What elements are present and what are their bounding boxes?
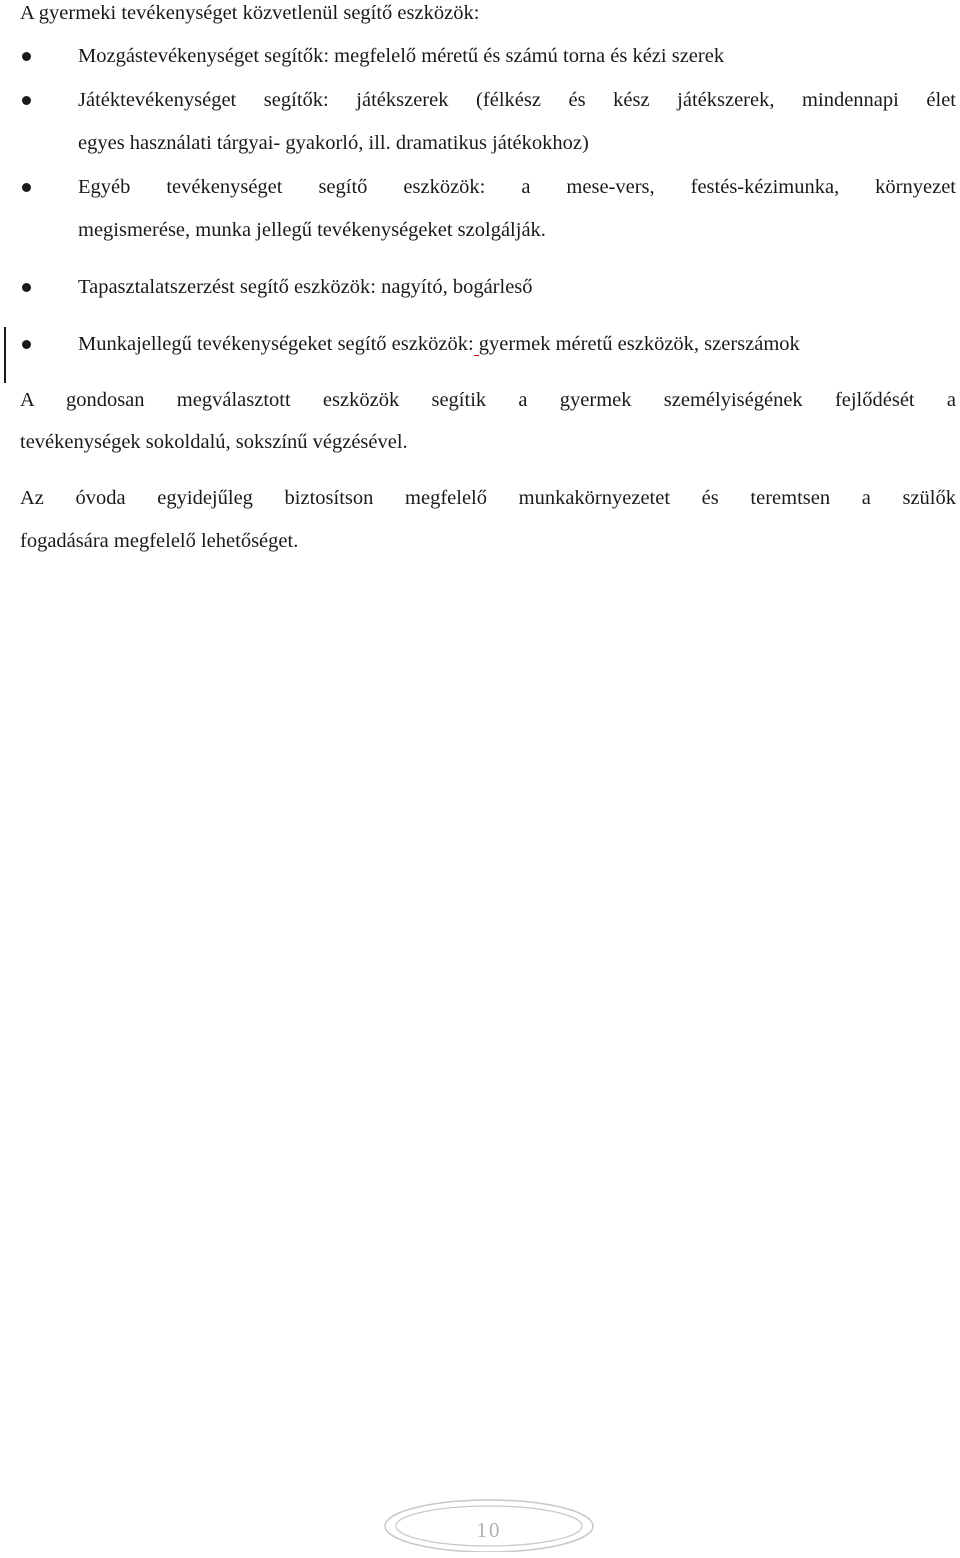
revision-change-bar bbox=[4, 327, 6, 383]
list-item bbox=[78, 331, 800, 357]
bullet-marker bbox=[22, 283, 31, 292]
list-item-text-before: Munkajellegű tevékenységeket segítő eszközök: bbox=[78, 333, 474, 355]
bullet-marker bbox=[22, 52, 31, 61]
page-number-badge bbox=[382, 1490, 596, 1552]
list-item-continuation: megismerése, munka jellegű tevékenységeket szolgálják. bbox=[78, 219, 546, 241]
list-item: Mozgástevékenységet segítők: megfelelő méretű és számú torna és kézi szerek bbox=[78, 45, 725, 67]
list-item: Játéktevékenységet segítők: játékszerek (félkész és kész játékszerek, mindennapi élet bbox=[78, 89, 956, 111]
bullet-marker bbox=[22, 183, 31, 192]
section-heading: A gyermeki tevékenységet közvetlenül segítő eszközök: bbox=[20, 2, 480, 24]
paragraph-line: A gondosan megválasztott eszközök segítik a gyermek személyiségének fejlődését a bbox=[20, 389, 956, 411]
paragraph-line: fogadására megfelelő lehetőséget. bbox=[20, 530, 299, 552]
list-item: Egyéb tevékenységet segítő eszközök: a mese-vers, festés-kézimunka, környezet bbox=[78, 176, 956, 198]
bullet-marker bbox=[22, 96, 31, 105]
bullet-marker bbox=[22, 340, 31, 349]
paragraph-line: Az óvoda egyidejűleg biztosítson megfelelő munkakörnyezetet és teremtsen a szülők bbox=[20, 487, 956, 509]
list-item-text-after: gyermek méretű eszközök, szerszámok bbox=[478, 333, 800, 355]
page-number: 10 bbox=[476, 1518, 502, 1542]
list-item: Tapasztalatszerzést segítő eszközök: nagyító, bogárleső bbox=[78, 276, 533, 298]
paragraph-line: tevékenységek sokoldalú, sokszínű végzésével. bbox=[20, 431, 408, 453]
list-item-continuation: egyes használati tárgyai- gyakorló, ill. dramatikus játékokhoz) bbox=[78, 132, 589, 154]
